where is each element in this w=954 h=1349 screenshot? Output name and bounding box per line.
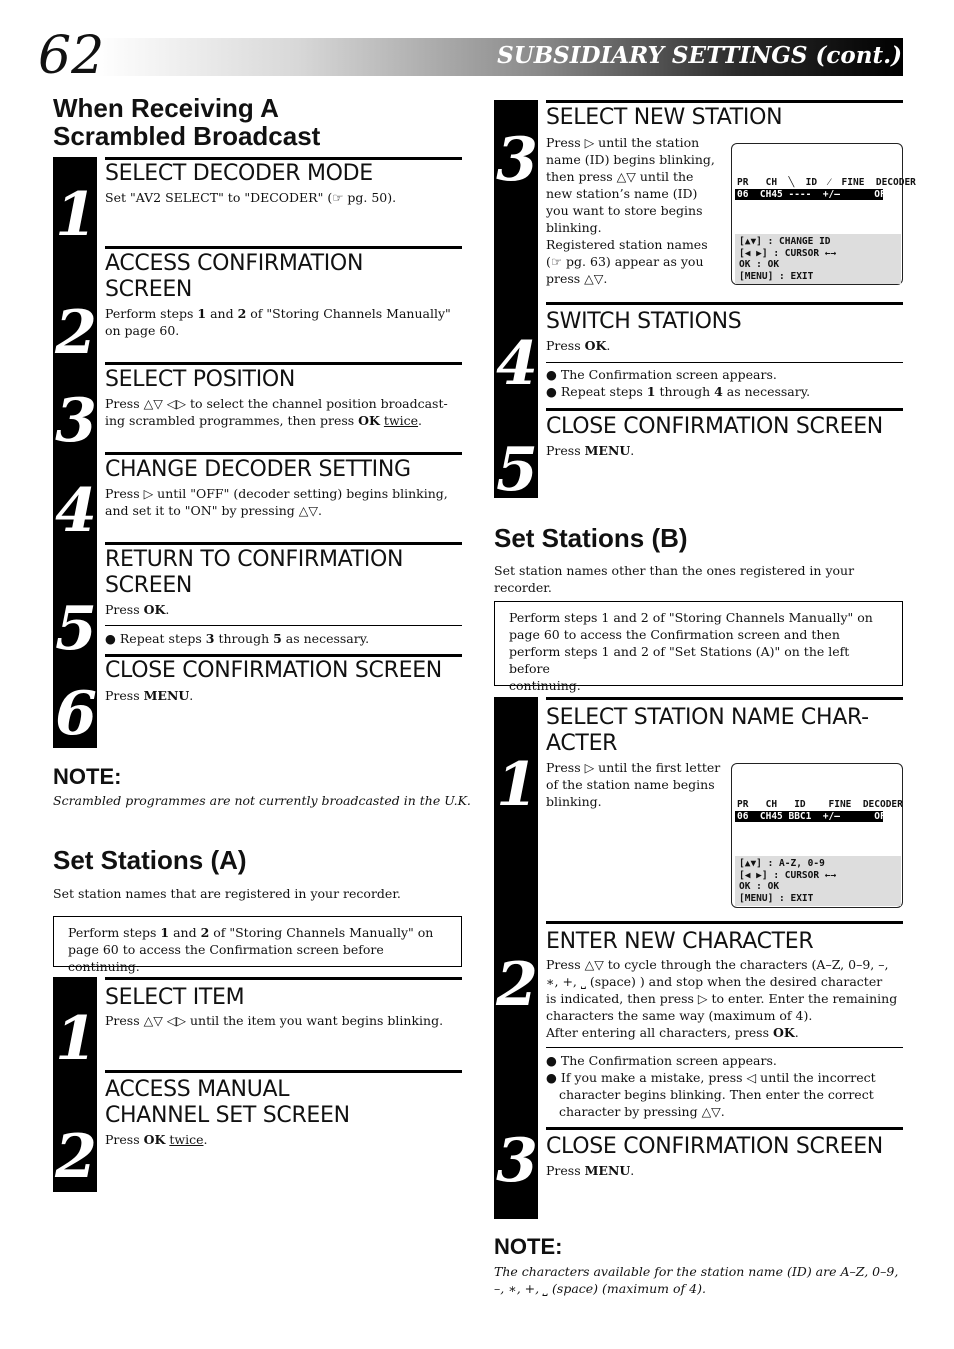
osd-help-line: [▲▼] : CHANGE ID <box>739 236 831 247</box>
step-text: Press MENU. <box>105 688 194 703</box>
osd-labels: PR CH ╲ ID ⁄ FINE DECODER <box>737 177 916 188</box>
osd-values: 06 CH45 BBC1 +/– OFF <box>737 811 892 822</box>
step-heading <box>105 1077 350 1129</box>
osd-help-line: [MENU] : EXIT <box>739 892 814 904</box>
step-heading-line: ACCESS CONFIRMATION <box>105 251 364 276</box>
section-intro: Set station names other than the ones registered in your recorder. <box>494 563 855 595</box>
bullet-item: ● Repeat steps 3 through 5 as necessary. <box>105 631 370 646</box>
bullet-item: ● Repeat steps 1 through 4 as necessary. <box>546 384 811 399</box>
step-heading-line: SELECT STATION NAME CHAR- <box>546 705 869 730</box>
step-number: 5 <box>496 435 538 505</box>
step-text: Press MENU. <box>546 1163 635 1178</box>
text-line: characters the same way (maximum of 4). <box>546 1008 813 1023</box>
text-line: The characters available for the station name (ID) are A–Z, 0–9, <box>494 1264 899 1279</box>
step-rule <box>105 1070 462 1073</box>
step-heading: SELECT POSITION <box>105 367 296 392</box>
text-line: Registered station names <box>546 237 708 252</box>
step-number: 5 <box>55 594 97 664</box>
section-title-line: Scrambled Broadcast <box>53 121 321 151</box>
step-text: Press △▽ ◁▷ until the item you want begins blinking. <box>105 1013 444 1028</box>
text-line: continuing. <box>509 678 581 693</box>
step-text: Set "AV2 SELECT" to "DECODER" (☞ pg. 50). <box>105 190 397 205</box>
text-line: Press ▷ until the first letter <box>546 760 721 775</box>
text-line: –, ∗, +, ⎵ (space) (maximum of 4). <box>494 1281 706 1296</box>
step-text: Perform steps 1 and 2 of "Storing Channels Manually" on page 60. <box>105 306 451 338</box>
step-text: Press OK. <box>105 602 170 617</box>
step-number: 1 <box>55 1004 97 1074</box>
step-strip-stations-b <box>494 697 538 1219</box>
step-number: 2 <box>496 950 538 1020</box>
page-number: 62 <box>38 26 105 86</box>
text-line: blinking. <box>546 220 602 235</box>
step-rule <box>546 697 903 700</box>
text-line: page 60 to access the Confirmation screen and then <box>509 627 840 642</box>
step-heading-line: SCREEN <box>105 277 193 302</box>
section-title-stations-b: Set Stations (B) <box>494 523 688 553</box>
step-rule <box>105 362 462 365</box>
step-number: 6 <box>55 679 97 749</box>
confirmation-screen-display <box>731 763 903 908</box>
step-heading-line: RETURN TO CONFIRMATION <box>105 547 404 572</box>
step-heading-line: ACCESS MANUAL <box>105 1077 290 1102</box>
bullet-item: ● The Confirmation screen appears. <box>546 1053 777 1068</box>
osd-help-line: OK : OK <box>739 881 780 892</box>
bullet-item: ● If you make a mistake, press ◁ until the incorrect <box>546 1070 876 1085</box>
step-text: Press △▽ ◁▷ to select the channel position broadcast-ing scrambled programmes, then press OK twice. <box>105 396 448 428</box>
text-line: character begins blinking. Then enter the correct <box>559 1087 874 1102</box>
step-rule <box>546 408 903 411</box>
step-rule <box>546 302 903 305</box>
step-text <box>546 134 726 287</box>
section-title-scrambled <box>53 94 320 150</box>
step-text: Press OK. <box>546 338 611 353</box>
step-heading: SELECT NEW STATION <box>546 105 783 130</box>
osd-help-line: OK : OK <box>739 259 780 270</box>
step-rule <box>546 1127 903 1130</box>
note-text: Scrambled programmes are not currently broadcasted in the U.K. <box>53 793 471 808</box>
step-heading-line: SCREEN <box>105 573 193 598</box>
divider <box>546 362 903 363</box>
text-line: of the station name begins <box>546 777 715 792</box>
step-rule <box>546 921 903 924</box>
text-line: (☞ pg. 63) appear as you <box>546 254 704 269</box>
bullet-list <box>546 1052 903 1120</box>
step-heading: CLOSE CONFIRMATION SCREEN <box>546 414 883 439</box>
step-text: Press MENU. <box>546 443 635 458</box>
step-text <box>546 759 726 810</box>
step-text <box>546 956 903 1041</box>
step-heading <box>105 251 363 303</box>
step-heading: CLOSE CONFIRMATION SCREEN <box>546 1134 883 1159</box>
osd-labels: PR CH ID FINE DECODER <box>737 799 903 810</box>
section-intro: Set station names that are registered in your recorder. <box>53 886 401 901</box>
divider <box>105 625 462 626</box>
info-box: Perform steps 1 and 2 of "Storing Channels Manually" on page 60 to access the Confirmation screen before continuing. <box>53 916 462 967</box>
step-text: Press OK twice. <box>105 1132 208 1147</box>
page-title: SUBSIDIARY SETTINGS (cont.) <box>497 42 902 69</box>
osd-help-line: [◀ ▶] : CURSOR ←→ <box>739 247 837 259</box>
step-number: 1 <box>496 750 538 820</box>
text-line: name (ID) begins blinking, <box>546 152 715 167</box>
step-rule <box>546 100 903 103</box>
text-line: After entering all characters, press OK. <box>546 1025 799 1040</box>
step-number: 4 <box>55 476 97 546</box>
text-line: character by pressing △▽. <box>559 1104 725 1119</box>
step-number: 1 <box>55 180 97 250</box>
step-heading <box>546 705 869 757</box>
text-line: Perform steps 1 and 2 of "Storing Channels Manually" on <box>509 610 873 625</box>
step-heading: CLOSE CONFIRMATION SCREEN <box>105 658 442 683</box>
step-text: Press ▷ until "OFF" (decoder setting) begins blinking, and set it to "ON" by pressing △▽. <box>105 486 448 518</box>
divider <box>546 1047 903 1048</box>
step-rule <box>105 542 462 545</box>
info-box <box>494 601 903 693</box>
osd-help <box>735 856 901 906</box>
text-line: you want to store begins <box>546 203 703 218</box>
step-strip-stations-a-cont <box>494 100 538 505</box>
step-rule <box>105 654 462 657</box>
step-heading: SWITCH STATIONS <box>546 309 742 334</box>
osd-help-line: [◀ ▶] : CURSOR ←→ <box>739 869 837 881</box>
step-heading-line: ACTER <box>546 731 618 756</box>
step-number: 3 <box>496 1126 538 1196</box>
step-strip-stations-a <box>53 977 97 1192</box>
text-line: blinking. <box>546 794 602 809</box>
step-number: 3 <box>55 386 97 456</box>
step-rule <box>105 452 462 455</box>
step-number: 3 <box>496 125 538 195</box>
text-line: is indicated, then press ▷ to enter. Enter the remaining <box>546 991 898 1006</box>
text-line: new station’s name (ID) <box>546 186 698 201</box>
text-line: Press ▷ until the station <box>546 135 700 150</box>
text-line: ∗, +, ⎵ (space) ) and stop when the desired character <box>546 974 883 989</box>
step-strip-scrambled <box>53 157 97 748</box>
step-number: 2 <box>55 1122 97 1192</box>
text-line: press △▽. <box>546 271 608 286</box>
step-heading: ENTER NEW CHARACTER <box>546 929 814 954</box>
step-heading: CHANGE DECODER SETTING <box>105 457 411 482</box>
step-heading: SELECT ITEM <box>105 985 245 1010</box>
text-line: Press △▽ to cycle through the characters (A–Z, 0–9, –, <box>546 957 889 972</box>
step-heading: SELECT DECODER MODE <box>105 161 373 186</box>
note-text <box>494 1263 904 1297</box>
osd-values: 06 CH45 ---- +/– OFF <box>737 189 892 200</box>
section-title-stations-a: Set Stations (A) <box>53 845 247 875</box>
step-number: 2 <box>55 298 97 368</box>
osd-help-line: [MENU] : EXIT <box>739 270 814 282</box>
step-rule <box>105 157 462 160</box>
osd-help-line: [▲▼] : A-Z, 0-9 <box>739 858 825 869</box>
bullet-item: ● The Confirmation screen appears. <box>546 367 777 382</box>
text-line: then press △▽ until the <box>546 169 694 184</box>
confirmation-screen-display <box>731 143 916 285</box>
step-heading-line: CHANNEL SET SCREEN <box>105 1103 350 1128</box>
section-title-line: When Receiving A <box>53 93 279 123</box>
note-heading: NOTE: <box>53 764 122 789</box>
note-heading: NOTE: <box>494 1234 563 1259</box>
text-line: perform steps 1 and 2 of "Set Stations (A)" on the left before <box>509 644 850 676</box>
step-number: 4 <box>496 329 538 399</box>
osd-help <box>735 234 901 284</box>
step-rule <box>105 977 462 980</box>
step-heading <box>105 547 403 599</box>
step-rule <box>105 246 462 249</box>
